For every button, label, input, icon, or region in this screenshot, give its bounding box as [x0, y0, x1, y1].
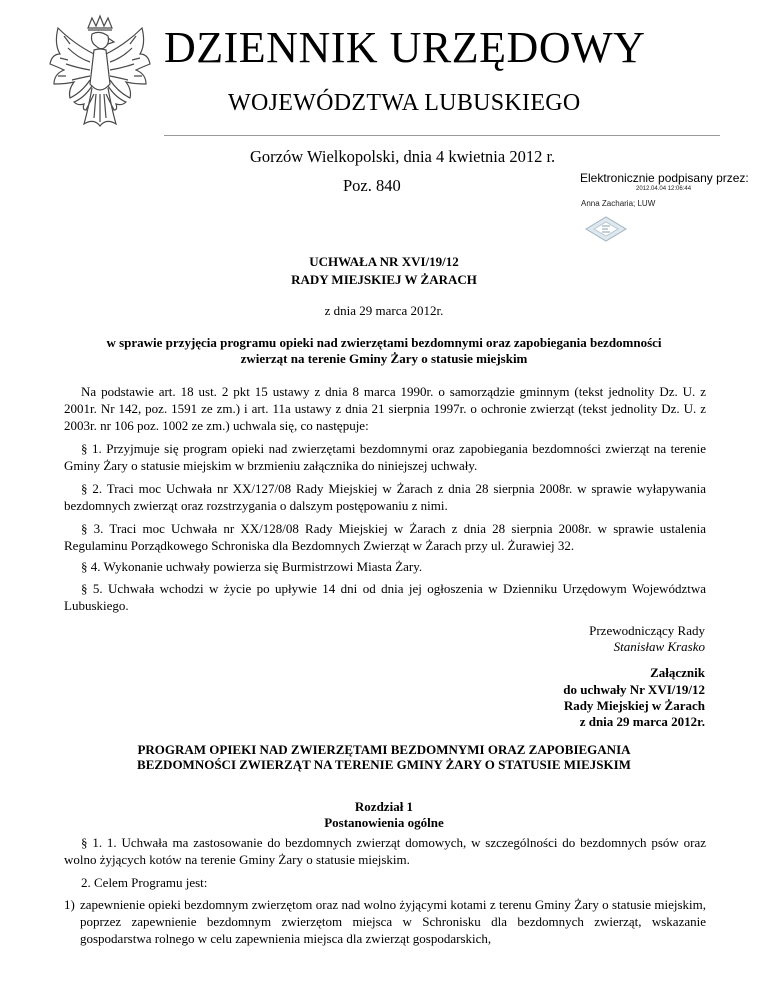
- preamble: Na podstawie art. 18 ust. 2 pkt 15 ustawy z dnia 8 marca 1990r. o samorządzie gminnym (tekst jednolity Dz. U. z 2001r. Nr 142, poz. 1591 ze zm.) i art. 11a ustawy z dnia 21 sierpnia 1997r. o ochronie zwierząt (tekst jednolity Dz. U. z 2003r. nr 106 poz. 1002 ze zm.) uchwala się, co następuje:: [64, 384, 706, 433]
- paragraph-4: § 4. Wykonanie uchwały powierza się Burmistrzowi Miasta Żary.: [81, 559, 423, 574]
- polish-eagle-icon: [44, 14, 156, 150]
- paragraph-3: § 3. Traci moc Uchwała nr XX/128/08 Rady Miejskiej w Żarach z dnia 28 sierpnia 2008r. w sprawie ustalenia Regulaminu Porządkowego Schroniska dla Bezdomnych Zwierząt w Żarach przy ul. Żurawiej 32.: [64, 521, 706, 553]
- signature-signer: Anna Zacharia; LUW: [581, 199, 656, 208]
- journal-subtitle: WOJEWÓDZTWA LUBUSKIEGO: [228, 90, 581, 116]
- electronic-signature: [580, 171, 760, 208]
- annex-line-1: Załącznik: [650, 665, 705, 680]
- resolution-date: z dnia 29 marca 2012r.: [324, 303, 444, 318]
- resolution-number: UCHWAŁA NR XVI/19/12: [309, 254, 459, 269]
- annex-line-4: z dnia 29 marca 2012r.: [579, 714, 705, 729]
- chapter-number: Rozdział 1: [354, 799, 414, 814]
- paragraph-2: § 2. Traci moc Uchwała nr XX/127/08 Rady Miejskiej w Żarach z dnia 28 sierpnia 2008r. w sprawie wyłapywania bezdomnych zwierząt oraz rozstrzygania o dalszym postępowaniu z nimi.: [64, 481, 706, 513]
- paragraph-1: § 1. Przyjmuje się program opieki nad zwierzętami bezdomnymi oraz zapobiegania bezdomności zwierząt na terenie Gminy Żary o statusie miejskim w brzmieniu załącznika do niniejszej uchwały.: [64, 441, 706, 473]
- signature-header: Elektronicznie podpisany przez:: [580, 171, 749, 185]
- signature-date: 2012.04.04 12:06:44: [636, 186, 692, 192]
- masthead-divider: [164, 135, 720, 136]
- journal-title: DZIENNIK URZĘDOWY: [164, 23, 646, 72]
- annex-paragraph-1: § 1. 1. Uchwała ma zastosowanie do bezdomnych zwierząt domowych, w szczególności do bezdomnych psów oraz wolno żyjących kotów na terenie Gminy Żary o statusie miejskim.: [64, 835, 706, 867]
- program-title-line-2: BEZDOMNOŚCI ZWIERZĄT NA TERENIE GMINY ŻARY O STATUSIE MIEJSKIM: [137, 757, 631, 772]
- chapter-title: Postanowienia ogólne: [324, 815, 444, 830]
- e-signature-icon: [584, 215, 628, 243]
- chair-name: Stanisław Krasko: [613, 639, 705, 654]
- place-date: Gorzów Wielkopolski, dnia 4 kwietnia 2012 r.: [250, 147, 556, 166]
- program-title-line-1: PROGRAM OPIEKI NAD ZWIERZĘTAMI BEZDOMNYMI ORAZ ZAPOBIEGANIA: [137, 742, 631, 757]
- position-number: Poz. 840: [343, 176, 401, 195]
- paragraph-5: § 5. Uchwała wchodzi w życie po upływie 14 dni od dnia jej ogłoszenia w Dzienniku Urzędowym Województwa Lubuskiego.: [64, 581, 706, 613]
- resolution-body: RADY MIEJSKIEJ W ŻARACH: [291, 272, 477, 287]
- annex-paragraph-2: 2. Celem Programu jest:: [81, 875, 208, 890]
- list-item-1: zapewnienie opieki bezdomnym zwierzętom oraz nad wolno żyjącymi kotami z terenu Gminy Żary o statusie miejskim, poprzez zapewnienie bezdomnym zwierzętom miejsca w Schronisku dla bezdomnych zwierząt, wskazanie gospodarstwa rolnego w celu zapewnienia miejsca dla zwierząt gospodarskich,: [80, 897, 706, 946]
- resolution-subject-line-1: w sprawie przyjęcia programu opieki nad zwierzętami bezdomnymi oraz zapobiegania bezdomności: [106, 335, 662, 350]
- resolution-subject-line-2: zwierząt na terenie Gminy Żary o statusie miejskim: [240, 351, 528, 366]
- annex-line-2: do uchwały Nr XVI/19/12: [563, 682, 705, 697]
- chair-title: Przewodniczący Rady: [589, 623, 705, 638]
- list-item-number: 1): [64, 897, 75, 912]
- annex-line-3: Rady Miejskiej w Żarach: [563, 698, 705, 713]
